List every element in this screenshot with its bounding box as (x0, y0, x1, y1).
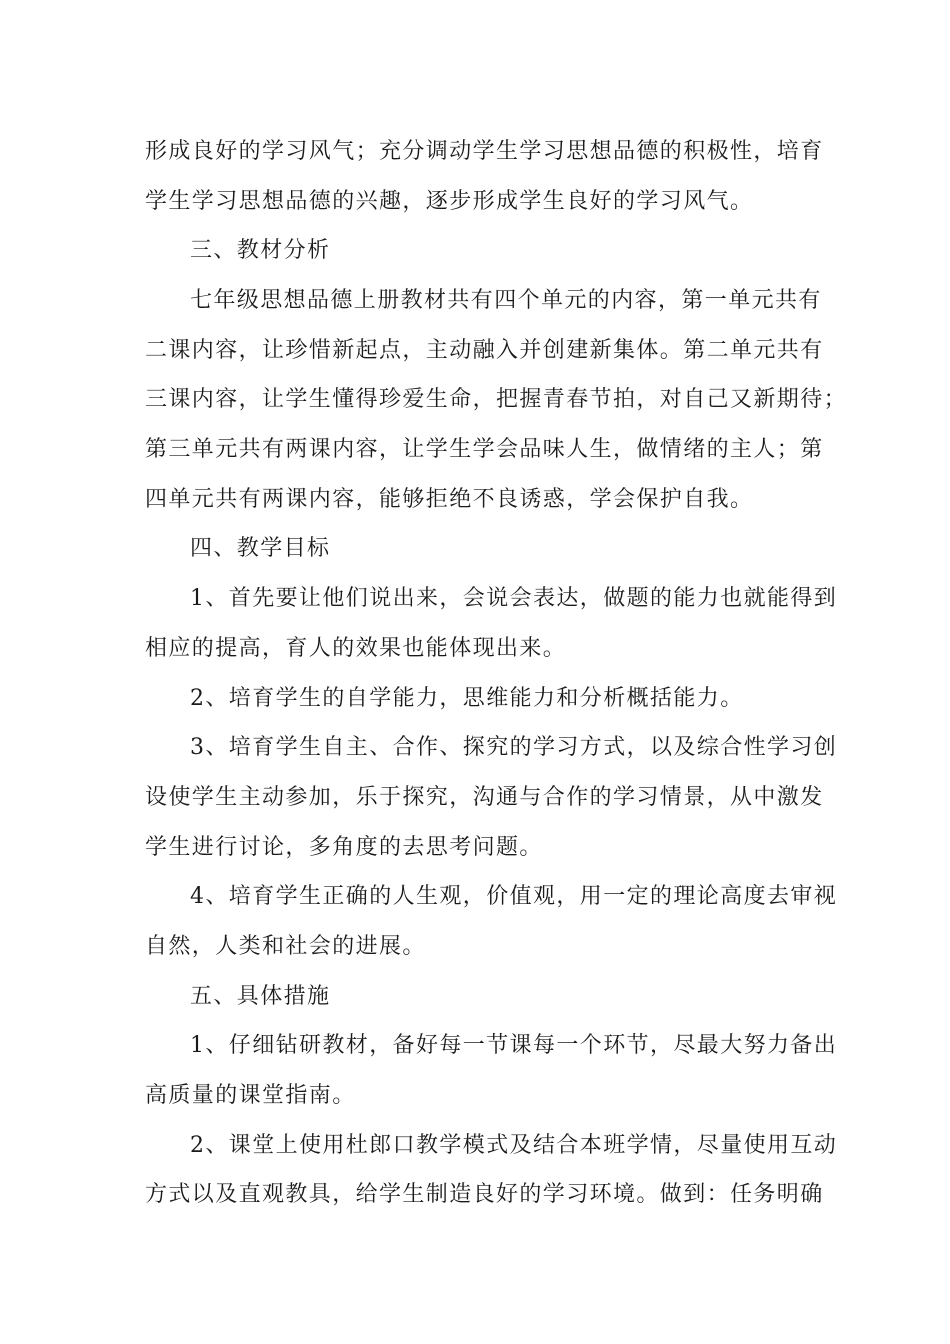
paragraph-line: 相应的提高，育人的效果也能体现出来。 (145, 636, 567, 661)
paragraph-line: 2、课堂上使用杜郎口教学模式及结合本班学情，尽量使用互动 (190, 1133, 838, 1158)
paragraph-line: 学生进行讨论，多角度的去思考问题。 (145, 835, 543, 860)
paragraph-line: 方式以及直观教具，给学生制造良好的学习环境。做到：任务明确 (145, 1182, 824, 1207)
section-heading: 三、教材分析 (190, 238, 331, 263)
section-heading: 五、具体措施 (190, 984, 331, 1009)
paragraph-line: 4、培育学生正确的人生观，价值观，用一定的理论高度去审视 (190, 884, 838, 909)
paragraph-line: 三课内容，让学生懂得珍爱生命，把握青春节拍，对自己又新期待； (145, 387, 848, 412)
paragraph-line: 四单元共有两课内容，能够拒绝不良诱惑，学会保护自我。 (145, 487, 754, 512)
paragraph-line: 形成良好的学习风气；充分调动学生学习思想品德的积极性，培育 (145, 139, 824, 164)
paragraph-line: 学生学习思想品德的兴趣，逐步形成学生良好的学习风气。 (145, 189, 754, 214)
paragraph-line: 1、仔细钻研教材，备好每一节课每一个环节，尽最大努力备出 (190, 1033, 838, 1058)
paragraph-line: 自然，人类和社会的进展。 (145, 934, 426, 959)
paragraph-line: 2、培育学生的自学能力，思维能力和分析概括能力。 (190, 686, 744, 711)
paragraph-line: 二课内容，让珍惜新起点，主动融入并创建新集体。第二单元共有 (145, 338, 824, 363)
section-heading: 四、教学目标 (190, 536, 331, 561)
paragraph-line: 3、培育学生自主、合作、探究的学习方式，以及综合性学习创 (190, 735, 838, 760)
paragraph-line: 1、首先要让他们说出来，会说会表达，做题的能力也就能得到 (190, 586, 838, 611)
paragraph-line: 设使学生主动参加，乐于探究，沟通与合作的学习情景，从中激发 (145, 785, 824, 810)
paragraph-line: 第三单元共有两课内容，让学生学会品味人生，做情绪的主人；第 (145, 437, 824, 462)
paragraph-line: 高质量的课堂指南。 (145, 1083, 356, 1108)
paragraph-line: 七年级思想品德上册教材共有四个单元的内容，第一单元共有 (190, 288, 822, 313)
